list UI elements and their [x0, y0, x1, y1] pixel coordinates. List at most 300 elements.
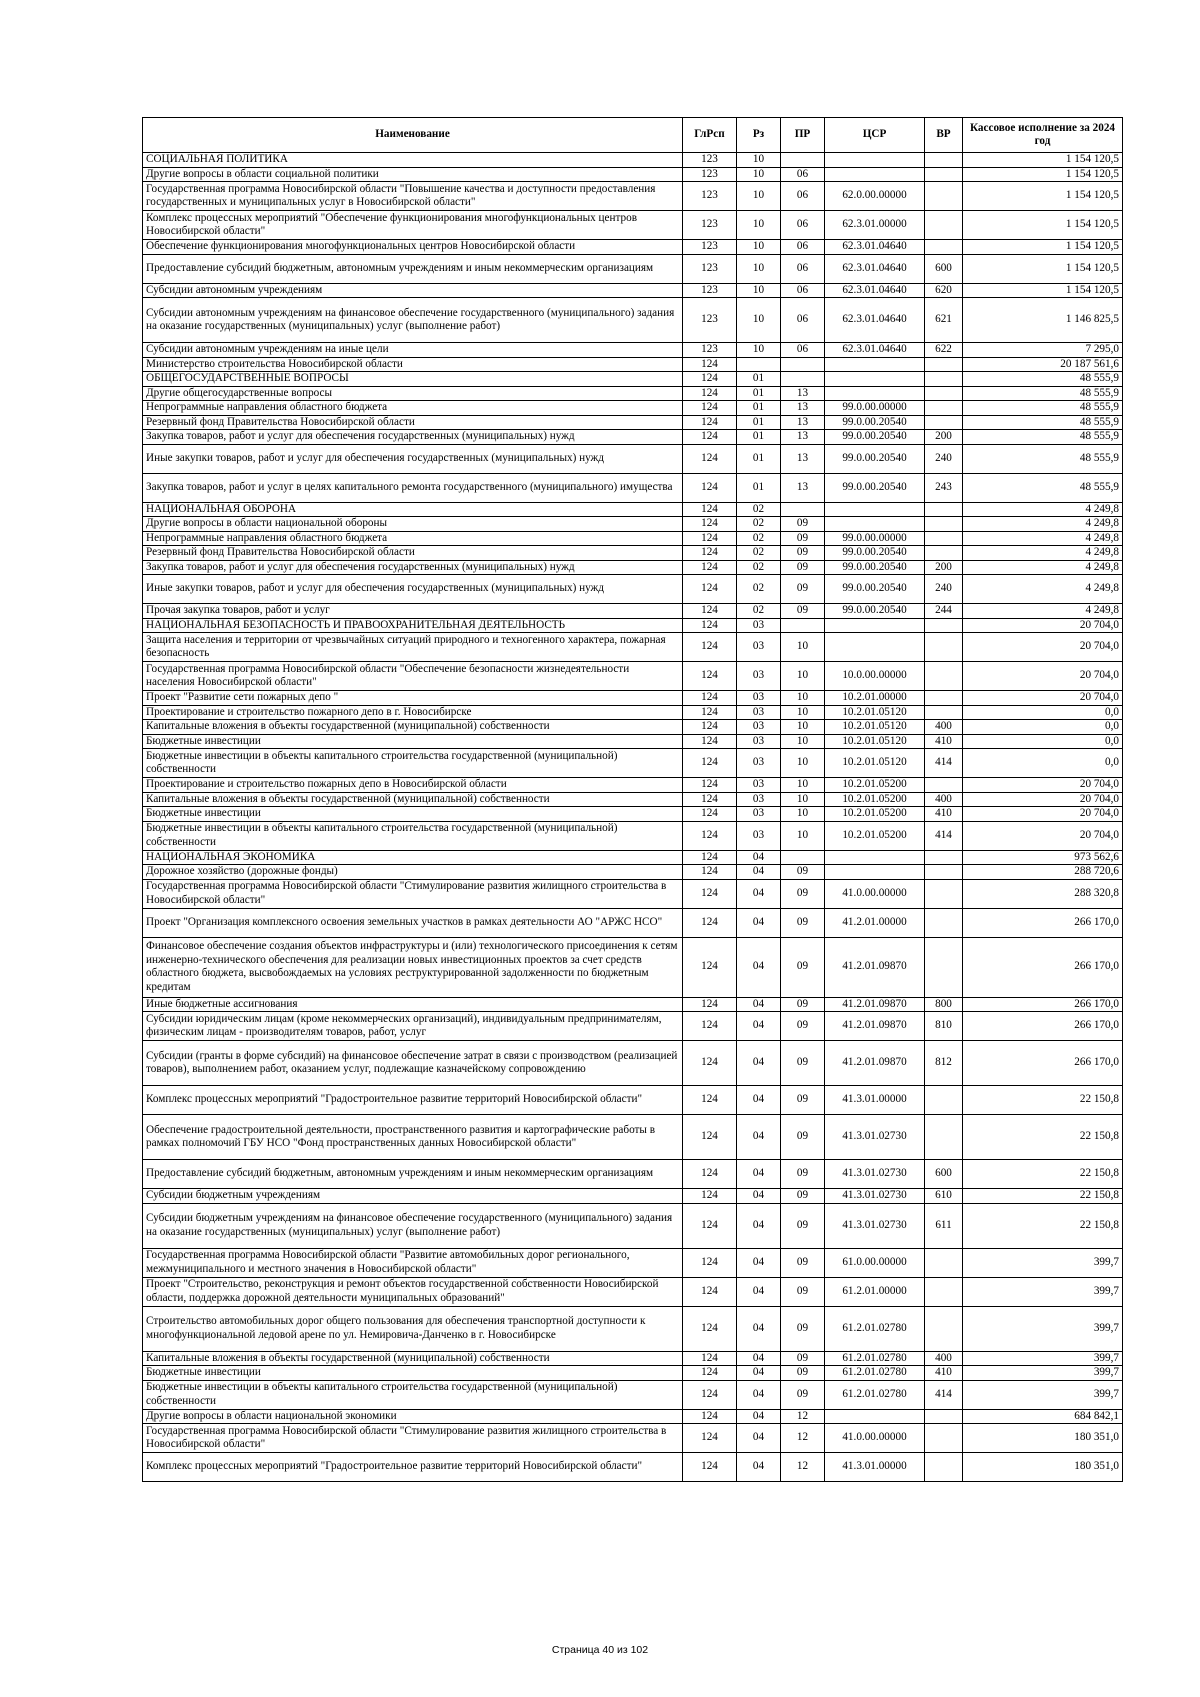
- table-row: [143, 211, 1123, 240]
- cell-rz: 01: [737, 386, 781, 401]
- header-glrsp: ГлРсп: [683, 118, 737, 153]
- table-row: [143, 372, 1123, 387]
- cell-csr: 61.2.01.02780: [825, 1380, 925, 1409]
- table-row: [143, 254, 1123, 283]
- cell-pr: 09: [781, 937, 825, 997]
- cell-pr: [781, 618, 825, 633]
- cell-rz: 10: [737, 182, 781, 211]
- cell-name: Резервный фонд Правительства Новосибирской области: [143, 546, 683, 561]
- cell-rz: 04: [737, 1424, 781, 1453]
- cell-glrsp: 124: [683, 879, 737, 908]
- cell-glrsp: 124: [683, 546, 737, 561]
- cell-pr: 09: [781, 1306, 825, 1351]
- cell-rz: 01: [737, 430, 781, 445]
- cell-pr: 06: [781, 298, 825, 343]
- cell-rz: 10: [737, 283, 781, 298]
- cell-pr: 09: [781, 879, 825, 908]
- table-row: [143, 1189, 1123, 1204]
- cell-pr: 10: [781, 792, 825, 807]
- cell-glrsp: 124: [683, 1409, 737, 1424]
- cell-pr: 09: [781, 1277, 825, 1306]
- table-row: [143, 1012, 1123, 1041]
- cell-glrsp: 124: [683, 1203, 737, 1248]
- header-amount: Кассовое исполнение за 2024 год: [963, 118, 1123, 153]
- cell-name: Закупка товаров, работ и услуг для обеспечения государственных (муниципальных) нужд: [143, 430, 683, 445]
- cell-name: Бюджетные инвестиции в объекты капитального строительства государственной (муниципальной) собственности: [143, 1380, 683, 1409]
- cell-name: Капитальные вложения в объекты государственной (муниципальной) собственности: [143, 792, 683, 807]
- cell-name: Защита населения и территории от чрезвычайных ситуаций природного и техногенного характера, пожарная безопасность: [143, 633, 683, 662]
- cell-pr: 10: [781, 734, 825, 749]
- cell-vr: [925, 778, 963, 793]
- table-row: [143, 560, 1123, 575]
- cell-amount: 288 320,8: [963, 879, 1123, 908]
- cell-pr: 09: [781, 546, 825, 561]
- cell-rz: 01: [737, 401, 781, 416]
- cell-glrsp: 124: [683, 386, 737, 401]
- cell-csr: 10.2.01.00000: [825, 691, 925, 706]
- cell-glrsp: 124: [683, 778, 737, 793]
- cell-pr: [781, 850, 825, 865]
- cell-vr: [925, 502, 963, 517]
- cell-vr: 200: [925, 430, 963, 445]
- cell-name: Бюджетные инвестиции в объекты капитального строительства государственной (муниципальной) собственности: [143, 749, 683, 778]
- header-vr: ВР: [925, 118, 963, 153]
- cell-vr: [925, 1453, 963, 1482]
- cell-pr: 09: [781, 1203, 825, 1248]
- cell-amount: 0,0: [963, 720, 1123, 735]
- cell-vr: [925, 633, 963, 662]
- cell-rz: 10: [737, 240, 781, 255]
- cell-amount: 1 154 120,5: [963, 182, 1123, 211]
- cell-glrsp: 123: [683, 343, 737, 358]
- cell-glrsp: 124: [683, 372, 737, 387]
- cell-vr: 200: [925, 560, 963, 575]
- cell-glrsp: 123: [683, 182, 737, 211]
- cell-rz: 01: [737, 444, 781, 473]
- table-row: [143, 618, 1123, 633]
- cell-pr: 10: [781, 749, 825, 778]
- cell-glrsp: 124: [683, 1012, 737, 1041]
- cell-rz: 04: [737, 1380, 781, 1409]
- table-row: [143, 473, 1123, 502]
- cell-vr: 600: [925, 254, 963, 283]
- cell-amount: 180 351,0: [963, 1424, 1123, 1453]
- table-row: [143, 182, 1123, 211]
- cell-rz: 02: [737, 546, 781, 561]
- cell-rz: [737, 357, 781, 372]
- cell-amount: 684 842,1: [963, 1409, 1123, 1424]
- cell-pr: 09: [781, 1189, 825, 1204]
- table-row: [143, 153, 1123, 168]
- cell-amount: 20 704,0: [963, 778, 1123, 793]
- cell-pr: 06: [781, 343, 825, 358]
- cell-name: Субсидии автономным учреждениям: [143, 283, 683, 298]
- cell-glrsp: 124: [683, 502, 737, 517]
- cell-name: Резервный фонд Правительства Новосибирской области: [143, 415, 683, 430]
- cell-pr: 06: [781, 240, 825, 255]
- cell-name: Обеспечение градостроительной деятельности, пространственного развития и картографические работы в рамках полномочий ГБУ НСО "Фонд пространственных данных Новосибирской области": [143, 1115, 683, 1160]
- cell-name: Непрограммные направления областного бюджета: [143, 531, 683, 546]
- cell-amount: 4 249,8: [963, 531, 1123, 546]
- table-body: [143, 153, 1123, 1482]
- cell-rz: 04: [737, 1160, 781, 1189]
- cell-amount: 0,0: [963, 734, 1123, 749]
- cell-csr: 99.0.00.20540: [825, 546, 925, 561]
- cell-rz: 04: [737, 1086, 781, 1115]
- cell-vr: [925, 517, 963, 532]
- table-row: [143, 1380, 1123, 1409]
- cell-rz: 02: [737, 575, 781, 604]
- cell-vr: [925, 1409, 963, 1424]
- table-row: [143, 691, 1123, 706]
- table-row: [143, 937, 1123, 997]
- table-row: [143, 167, 1123, 182]
- cell-vr: 400: [925, 1351, 963, 1366]
- cell-name: Предоставление субсидий бюджетным, автономным учреждениям и иным некоммерческим организациям: [143, 1160, 683, 1189]
- cell-glrsp: 124: [683, 691, 737, 706]
- cell-amount: 22 150,8: [963, 1189, 1123, 1204]
- table-row: [143, 662, 1123, 691]
- cell-pr: 09: [781, 997, 825, 1012]
- cell-pr: 09: [781, 1086, 825, 1115]
- table-row: [143, 1115, 1123, 1160]
- cell-vr: 400: [925, 720, 963, 735]
- cell-rz: 04: [737, 937, 781, 997]
- table-row: [143, 1041, 1123, 1086]
- cell-name: Капитальные вложения в объекты государственной (муниципальной) собственности: [143, 1351, 683, 1366]
- cell-rz: 03: [737, 633, 781, 662]
- cell-csr: 99.0.00.20540: [825, 560, 925, 575]
- cell-name: Проектирование и строительство пожарных депо в Новосибирской области: [143, 778, 683, 793]
- cell-csr: [825, 502, 925, 517]
- table-row: [143, 531, 1123, 546]
- cell-csr: [825, 167, 925, 182]
- page-number: Страница 40 из 102: [551, 1644, 649, 1656]
- cell-name: Комплекс процессных мероприятий "Обеспечение функционирования многофункциональных центров Новосибирской области": [143, 211, 683, 240]
- cell-name: Другие общегосударственные вопросы: [143, 386, 683, 401]
- cell-vr: [925, 618, 963, 633]
- cell-csr: [825, 386, 925, 401]
- cell-vr: [925, 546, 963, 561]
- cell-glrsp: 124: [683, 604, 737, 619]
- cell-name: Бюджетные инвестиции: [143, 734, 683, 749]
- table-row: [143, 444, 1123, 473]
- table-row: [143, 997, 1123, 1012]
- table-row: [143, 517, 1123, 532]
- cell-rz: 04: [737, 1115, 781, 1160]
- table-row: [143, 734, 1123, 749]
- cell-csr: 61.2.01.02780: [825, 1306, 925, 1351]
- cell-amount: 1 146 825,5: [963, 298, 1123, 343]
- cell-rz: 01: [737, 473, 781, 502]
- cell-glrsp: 124: [683, 1380, 737, 1409]
- table-row: [143, 1203, 1123, 1248]
- cell-name: ОБЩЕГОСУДАРСТВЕННЫЕ ВОПРОСЫ: [143, 372, 683, 387]
- cell-csr: 41.0.00.00000: [825, 879, 925, 908]
- cell-csr: [825, 372, 925, 387]
- cell-csr: 41.3.01.02730: [825, 1115, 925, 1160]
- cell-vr: 410: [925, 1366, 963, 1381]
- cell-csr: 10.2.01.05120: [825, 705, 925, 720]
- cell-rz: 04: [737, 1366, 781, 1381]
- cell-name: Непрограммные направления областного бюджета: [143, 401, 683, 416]
- cell-vr: [925, 531, 963, 546]
- cell-pr: 09: [781, 1012, 825, 1041]
- cell-amount: 7 295,0: [963, 343, 1123, 358]
- cell-glrsp: 123: [683, 167, 737, 182]
- table-row: [143, 1248, 1123, 1277]
- cell-vr: 621: [925, 298, 963, 343]
- cell-glrsp: 124: [683, 575, 737, 604]
- table-row: [143, 633, 1123, 662]
- cell-glrsp: 124: [683, 850, 737, 865]
- cell-rz: 03: [737, 778, 781, 793]
- cell-rz: 04: [737, 879, 781, 908]
- cell-csr: 62.0.00.00000: [825, 182, 925, 211]
- cell-amount: 4 249,8: [963, 575, 1123, 604]
- cell-name: Проект "Организация комплексного освоения земельных участков в рамках деятельности АО "АРЖС НСО": [143, 908, 683, 937]
- cell-amount: 973 562,6: [963, 850, 1123, 865]
- cell-name: Субсидии автономным учреждениям на финансовое обеспечение государственного (муниципального) задания на оказание государственных (муниципальных) услуг (выполнение работ): [143, 298, 683, 343]
- cell-glrsp: 124: [683, 1189, 737, 1204]
- table-row: [143, 357, 1123, 372]
- cell-amount: 180 351,0: [963, 1453, 1123, 1482]
- cell-csr: 99.0.00.20540: [825, 473, 925, 502]
- cell-name: Капитальные вложения в объекты государственной (муниципальной) собственности: [143, 720, 683, 735]
- cell-pr: 09: [781, 1351, 825, 1366]
- cell-amount: 48 555,9: [963, 415, 1123, 430]
- table-row: [143, 1366, 1123, 1381]
- cell-csr: 62.3.01.04640: [825, 283, 925, 298]
- cell-name: Закупка товаров, работ и услуг в целях капитального ремонта государственного (муниципального) имущества: [143, 473, 683, 502]
- table-row: [143, 1453, 1123, 1482]
- cell-glrsp: 124: [683, 807, 737, 822]
- cell-amount: 1 154 120,5: [963, 167, 1123, 182]
- cell-pr: 09: [781, 1115, 825, 1160]
- cell-rz: 04: [737, 1041, 781, 1086]
- cell-rz: 04: [737, 1351, 781, 1366]
- cell-rz: 03: [737, 807, 781, 822]
- cell-rz: 02: [737, 604, 781, 619]
- cell-vr: 800: [925, 997, 963, 1012]
- table-row: [143, 1424, 1123, 1453]
- cell-vr: [925, 662, 963, 691]
- cell-glrsp: 123: [683, 240, 737, 255]
- cell-csr: [825, 1409, 925, 1424]
- cell-csr: 41.3.01.02730: [825, 1160, 925, 1189]
- table-row: [143, 705, 1123, 720]
- cell-csr: [825, 618, 925, 633]
- cell-csr: 41.0.00.00000: [825, 1424, 925, 1453]
- cell-amount: 288 720,6: [963, 865, 1123, 880]
- cell-rz: 03: [737, 662, 781, 691]
- cell-glrsp: 124: [683, 1248, 737, 1277]
- cell-pr: 06: [781, 182, 825, 211]
- table-row: [143, 879, 1123, 908]
- cell-glrsp: 124: [683, 1115, 737, 1160]
- table-row: [143, 792, 1123, 807]
- cell-csr: 62.3.01.04640: [825, 240, 925, 255]
- cell-csr: 41.2.01.09870: [825, 937, 925, 997]
- cell-name: Другие вопросы в области национальной обороны: [143, 517, 683, 532]
- cell-name: Бюджетные инвестиции в объекты капитального строительства государственной (муниципальной) собственности: [143, 821, 683, 850]
- cell-pr: 09: [781, 575, 825, 604]
- cell-csr: 99.0.00.20540: [825, 444, 925, 473]
- cell-name: Комплекс процессных мероприятий "Градостроительное развитие территорий Новосибирской области": [143, 1453, 683, 1482]
- cell-amount: 1 154 120,5: [963, 240, 1123, 255]
- cell-name: Дорожное хозяйство (дорожные фонды): [143, 865, 683, 880]
- cell-vr: 812: [925, 1041, 963, 1086]
- cell-pr: 13: [781, 386, 825, 401]
- cell-amount: 266 170,0: [963, 1041, 1123, 1086]
- cell-vr: [925, 401, 963, 416]
- cell-csr: [825, 153, 925, 168]
- table-header-row: [143, 118, 1123, 153]
- cell-glrsp: 124: [683, 720, 737, 735]
- cell-vr: 414: [925, 749, 963, 778]
- cell-amount: 20 704,0: [963, 691, 1123, 706]
- cell-csr: 62.3.01.04640: [825, 298, 925, 343]
- cell-glrsp: 124: [683, 908, 737, 937]
- cell-name: Проект "Развитие сети пожарных депо ": [143, 691, 683, 706]
- cell-pr: 09: [781, 1160, 825, 1189]
- table-row: [143, 343, 1123, 358]
- cell-glrsp: 124: [683, 531, 737, 546]
- cell-glrsp: 123: [683, 211, 737, 240]
- cell-csr: 99.0.00.00000: [825, 401, 925, 416]
- cell-pr: [781, 372, 825, 387]
- cell-csr: 10.2.01.05120: [825, 749, 925, 778]
- cell-vr: [925, 850, 963, 865]
- cell-vr: [925, 153, 963, 168]
- cell-glrsp: 124: [683, 415, 737, 430]
- cell-vr: [925, 865, 963, 880]
- cell-vr: 611: [925, 1203, 963, 1248]
- cell-pr: 10: [781, 691, 825, 706]
- cell-pr: 09: [781, 1366, 825, 1381]
- cell-glrsp: 124: [683, 1277, 737, 1306]
- cell-amount: 266 170,0: [963, 937, 1123, 997]
- cell-rz: 04: [737, 997, 781, 1012]
- cell-rz: 03: [737, 705, 781, 720]
- cell-vr: [925, 705, 963, 720]
- cell-name: Обеспечение функционирования многофункциональных центров Новосибирской области: [143, 240, 683, 255]
- cell-csr: 99.0.00.20540: [825, 575, 925, 604]
- cell-vr: [925, 386, 963, 401]
- cell-vr: [925, 1424, 963, 1453]
- cell-glrsp: 123: [683, 254, 737, 283]
- cell-vr: 600: [925, 1160, 963, 1189]
- cell-rz: 04: [737, 1306, 781, 1351]
- cell-csr: [825, 865, 925, 880]
- cell-pr: 09: [781, 560, 825, 575]
- table-row: [143, 240, 1123, 255]
- cell-rz: 02: [737, 517, 781, 532]
- cell-amount: 1 154 120,5: [963, 211, 1123, 240]
- cell-csr: 99.0.00.20540: [825, 604, 925, 619]
- cell-vr: [925, 167, 963, 182]
- cell-rz: 03: [737, 734, 781, 749]
- cell-rz: 03: [737, 749, 781, 778]
- cell-rz: 04: [737, 1203, 781, 1248]
- cell-amount: 22 150,8: [963, 1203, 1123, 1248]
- cell-pr: 09: [781, 1041, 825, 1086]
- cell-pr: 09: [781, 908, 825, 937]
- cell-csr: 99.0.00.00000: [825, 531, 925, 546]
- cell-rz: 03: [737, 691, 781, 706]
- cell-rz: 10: [737, 298, 781, 343]
- table-row: [143, 1306, 1123, 1351]
- cell-pr: 10: [781, 821, 825, 850]
- cell-glrsp: 124: [683, 1453, 737, 1482]
- cell-glrsp: 123: [683, 298, 737, 343]
- cell-rz: 03: [737, 618, 781, 633]
- cell-pr: 12: [781, 1409, 825, 1424]
- cell-csr: 99.0.00.20540: [825, 415, 925, 430]
- cell-csr: [825, 357, 925, 372]
- cell-csr: 41.3.01.02730: [825, 1203, 925, 1248]
- cell-vr: [925, 1248, 963, 1277]
- cell-name: НАЦИОНАЛЬНАЯ БЕЗОПАСНОСТЬ И ПРАВООХРАНИТЕЛЬНАЯ ДЕЯТЕЛЬНОСТЬ: [143, 618, 683, 633]
- cell-name: Финансовое обеспечение создания объектов инфраструктуры и (или) технологического присоединения к сетям инженерно-технического обеспечения для реализации новых инвестиционных проектов за счет средств областного бюджета, высвобождаемых на условиях реструктурированной задолженности по бюджетным кредитам: [143, 937, 683, 997]
- cell-pr: 13: [781, 430, 825, 445]
- cell-amount: 266 170,0: [963, 908, 1123, 937]
- cell-csr: 41.2.01.09870: [825, 997, 925, 1012]
- cell-pr: 09: [781, 604, 825, 619]
- cell-amount: 1 154 120,5: [963, 283, 1123, 298]
- cell-rz: 02: [737, 502, 781, 517]
- cell-csr: 10.2.01.05200: [825, 821, 925, 850]
- cell-glrsp: 124: [683, 1041, 737, 1086]
- cell-name: Другие вопросы в области национальной экономики: [143, 1409, 683, 1424]
- header-name: Наименование: [143, 118, 683, 153]
- cell-rz: 10: [737, 343, 781, 358]
- cell-rz: 02: [737, 560, 781, 575]
- cell-glrsp: 124: [683, 430, 737, 445]
- cell-csr: [825, 517, 925, 532]
- cell-pr: 09: [781, 1248, 825, 1277]
- cell-csr: 10.2.01.05200: [825, 778, 925, 793]
- cell-vr: [925, 937, 963, 997]
- cell-vr: 622: [925, 343, 963, 358]
- table-row: [143, 1086, 1123, 1115]
- cell-name: Проектирование и строительство пожарного депо в г. Новосибирске: [143, 705, 683, 720]
- cell-csr: [825, 633, 925, 662]
- cell-glrsp: 124: [683, 749, 737, 778]
- cell-vr: [925, 240, 963, 255]
- cell-glrsp: 124: [683, 473, 737, 502]
- cell-pr: 10: [781, 807, 825, 822]
- cell-amount: 4 249,8: [963, 517, 1123, 532]
- cell-glrsp: 124: [683, 560, 737, 575]
- cell-vr: [925, 879, 963, 908]
- cell-vr: [925, 182, 963, 211]
- cell-pr: 13: [781, 415, 825, 430]
- cell-amount: 399,7: [963, 1380, 1123, 1409]
- table-row: [143, 749, 1123, 778]
- cell-pr: 09: [781, 1380, 825, 1409]
- cell-rz: 04: [737, 1277, 781, 1306]
- cell-pr: 13: [781, 401, 825, 416]
- cell-csr: 41.2.01.09870: [825, 1041, 925, 1086]
- cell-name: Государственная программа Новосибирской области "Развитие автомобильных дорог регионального, межмуниципального и местного значения в Новосибирской области": [143, 1248, 683, 1277]
- cell-glrsp: 124: [683, 1306, 737, 1351]
- cell-amount: 1 154 120,5: [963, 254, 1123, 283]
- cell-csr: 62.3.01.04640: [825, 254, 925, 283]
- cell-name: НАЦИОНАЛЬНАЯ ЭКОНОМИКА: [143, 850, 683, 865]
- cell-pr: 13: [781, 444, 825, 473]
- table-row: [143, 1160, 1123, 1189]
